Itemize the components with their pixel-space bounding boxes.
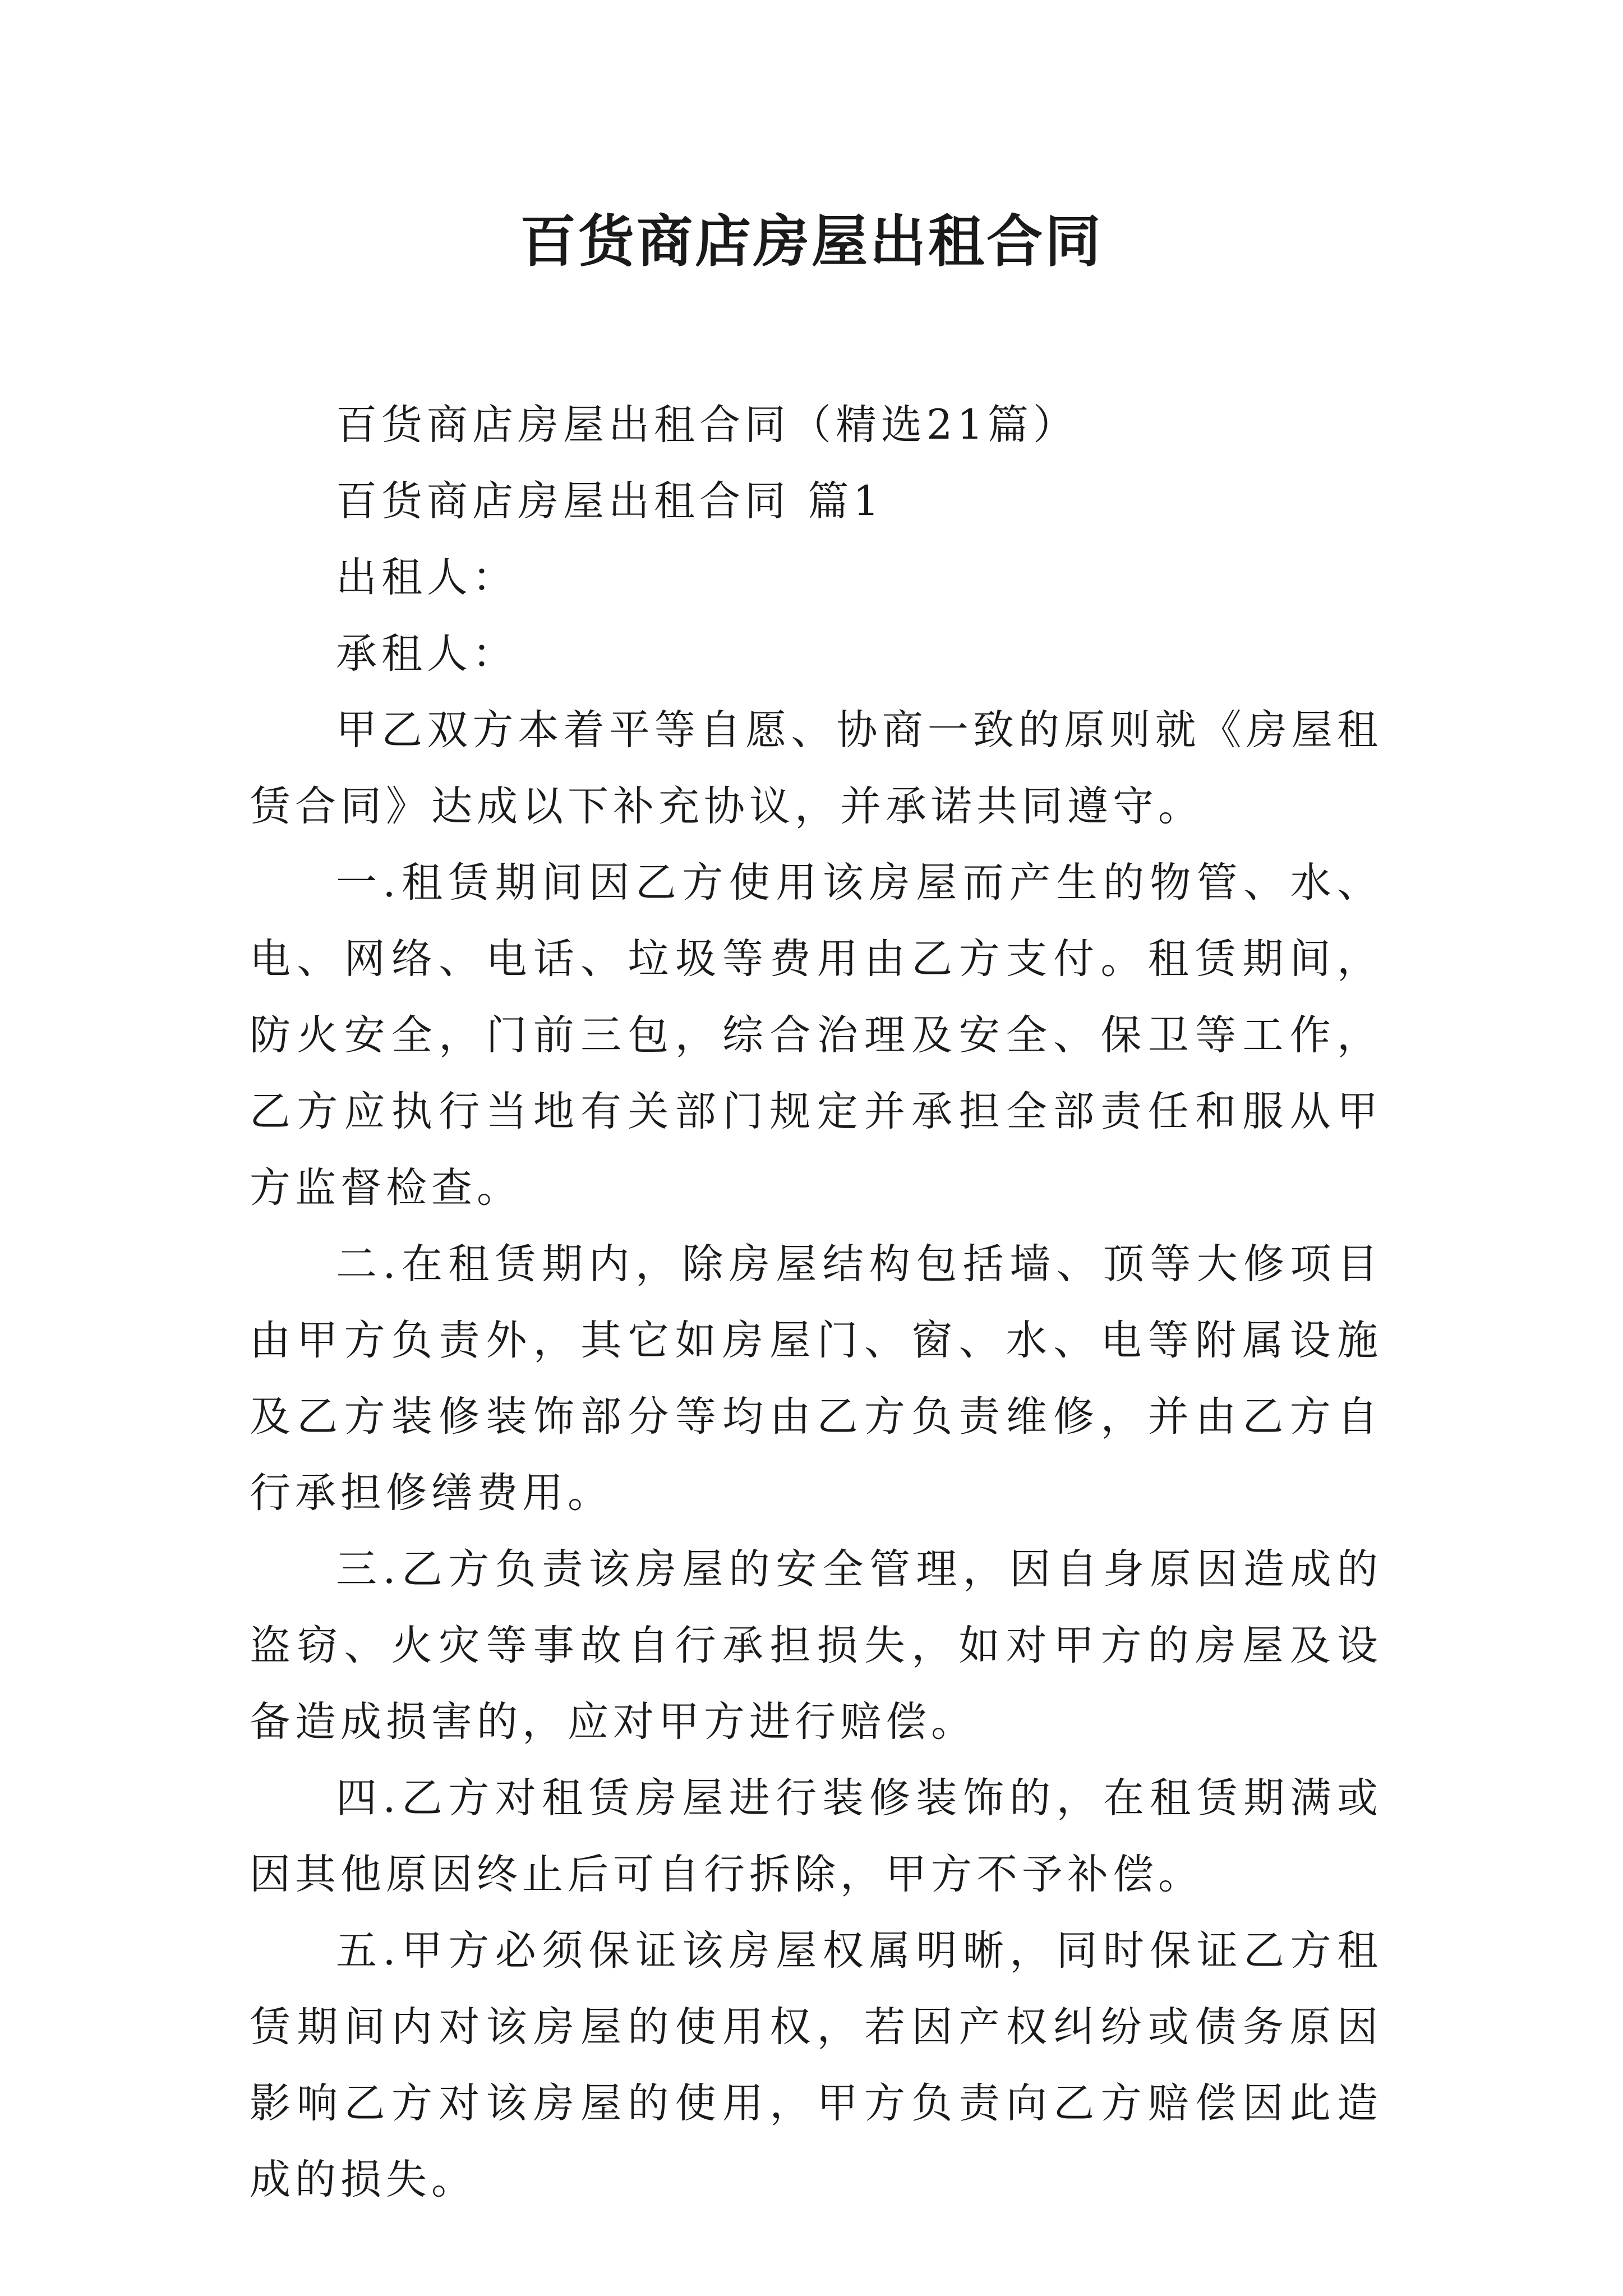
paragraph-clause-1: 一.租赁期间因乙方使用该房屋而产生的物管、水、电、网络、电话、垃圾等费用由乙方支付。租赁期间，防火安全，门前三包，综合治理及安全、保卫等工作，乙方应执行当地有关部门规定并承担全部责任和服从甲方监督检查。 [250, 859, 1382, 1212]
document-body [250, 387, 1382, 2218]
paragraph-clause-2: 二.在租赁期内，除房屋结构包括墙、顶等大修项目由甲方负责外，其它如房屋门、窗、水、电等附属设施及乙方装修装饰部分等均由乙方负责维修，并由乙方自行承担修缮费用。 [250, 1240, 1382, 1517]
paragraph-preamble: 甲乙双方本着平等自愿、协商一致的原则就《房屋租赁合同》达成以下补充协议，并承诺共同遵守。 [250, 706, 1382, 830]
paragraph-lessor: 出租人： [336, 554, 518, 601]
paragraph-clause-4: 四.乙方对租赁房屋进行装修装饰的，在租赁期满或因其他原因终止后可自行拆除，甲方不予补偿。 [250, 1774, 1382, 1898]
paragraph-clause-5: 五.甲方必须保证该房屋权属明晰，同时保证乙方租赁期间内对该房屋的使用权，若因产权纠纷或债务原因影响乙方对该房屋的使用，甲方负责向乙方赔偿因此造成的损失。 [250, 1927, 1382, 2203]
paragraph-clause-3: 三.乙方负责该房屋的安全管理，因自身原因造成的盗窃、火灾等事故自行承担损失，如对甲方的房屋及设备造成损害的，应对甲方进行赔偿。 [250, 1545, 1382, 1746]
paragraph-section-heading: 百货商店房屋出租合同 篇1 [336, 477, 884, 525]
paragraph-subtitle: 百货商店房屋出租合同（精选21篇） [336, 401, 1078, 449]
document-title: 百货商店房屋出租合同 [520, 208, 1103, 274]
paragraph-lessee: 承租人： [336, 630, 518, 678]
